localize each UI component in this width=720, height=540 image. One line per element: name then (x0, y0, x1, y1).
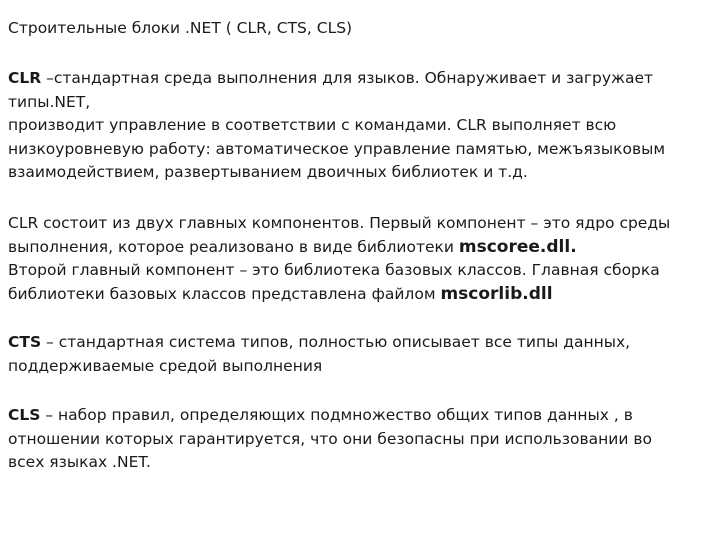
clr-line-4: низкоуровневую работу: автоматическое управление памятью, межъязыковым (8, 139, 666, 158)
components-paragraph (8, 212, 714, 306)
cls-line-1-text: – набор правил, определяющих подмножество общих типов данных , в (40, 406, 633, 424)
cls-line-1 (8, 404, 714, 428)
cts-line-2: поддерживаемые средой выполнения (8, 356, 323, 375)
components-line-2 (8, 236, 714, 260)
components-line-4 (8, 283, 714, 307)
cls-term: CLS (8, 406, 41, 424)
components-line-3: Второй главный компонент – это библиотека базовых классов. Главная сборка (8, 261, 660, 279)
cts-term: CTS (8, 333, 42, 351)
components-line-4-text: библиотеки базовых классов представлена файлом (8, 284, 441, 303)
clr-line-2: типы.NET, (8, 92, 91, 111)
cts-paragraph (8, 331, 714, 378)
cls-paragraph (8, 404, 714, 475)
clr-line-1 (8, 67, 714, 91)
components-line-2-text: выполнения, которое реализовано в виде библиотеки (8, 237, 459, 256)
clr-line-5: взаимодействием, развертыванием двоичных библиотек и т.д. (8, 163, 528, 181)
clr-line-3: производит управление в соответствии с командами. CLR выполняет всю (8, 116, 617, 134)
mscoree-filename: mscoree.dll. (458, 236, 577, 257)
cts-line-1 (8, 331, 714, 355)
clr-term: CLR (8, 69, 42, 87)
slide-title: Строительные блоки .NET ( CLR, CTS, CLS) (8, 19, 353, 37)
components-line-1: CLR состоит из двух главных компонентов. Первый компонент – это ядро среды (8, 214, 671, 232)
mscorlib-filename: mscorlib.dll (440, 283, 553, 304)
clr-line-1-text: –стандартная среда выполнения для языков. Обнаруживает и загружает (41, 69, 654, 87)
cls-line-2: отношении которых гарантируется, что они безопасны при использовании во (8, 429, 652, 448)
cts-line-1-text: – стандартная система типов, полностью описывает все типы данных, (41, 333, 631, 351)
clr-paragraph (8, 67, 714, 185)
cls-line-3: всех языках .NET. (8, 453, 151, 471)
